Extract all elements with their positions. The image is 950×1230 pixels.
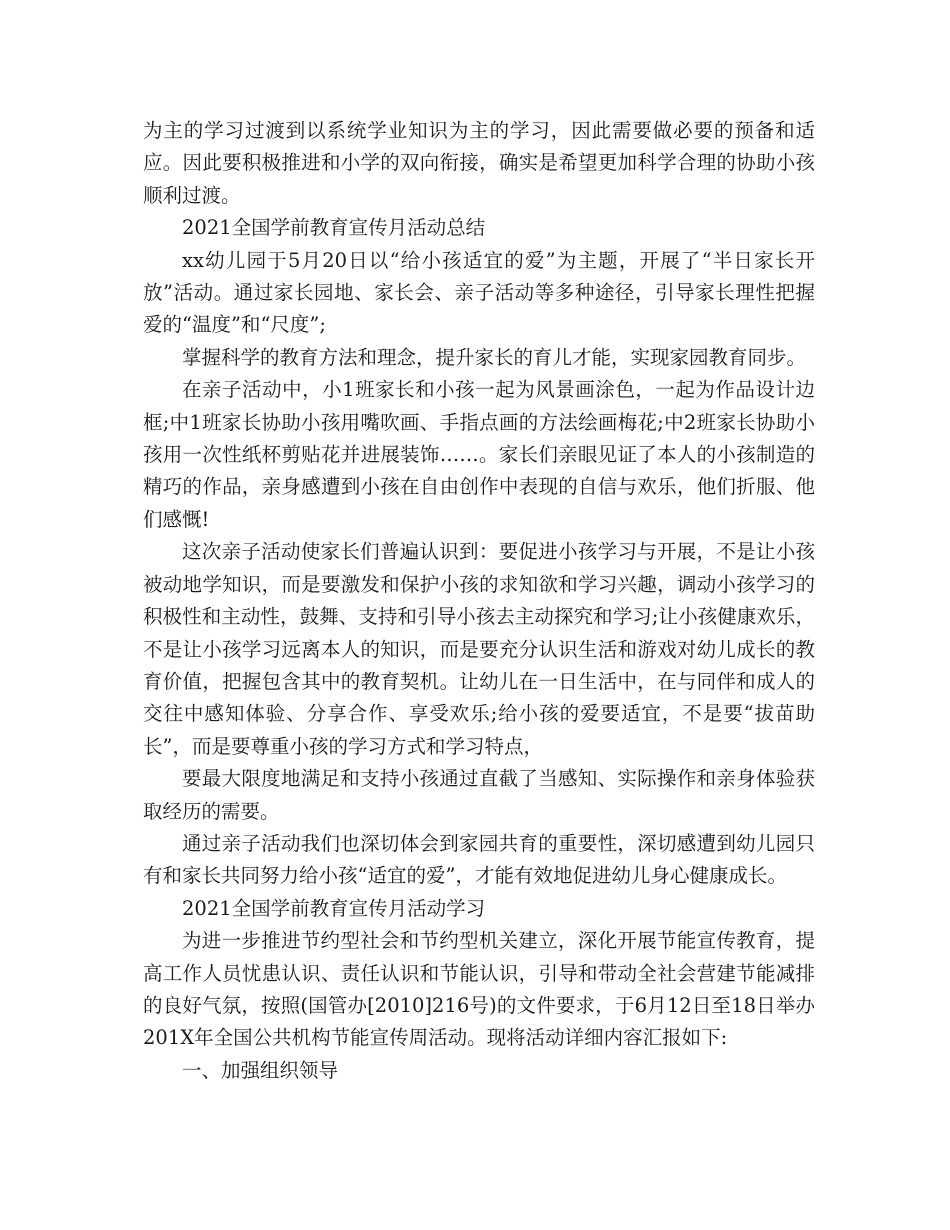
paragraph-continuation: 为主的学习过渡到以系统学业知识为主的学习，因此需要做必要的预备和适应。因此要积极推进和小学的双向衔接，确实是希望更加科学合理的协助小孩顺利过渡。	[143, 119, 815, 207]
section-heading-organization: 一、加强组织领导	[182, 1058, 339, 1082]
section-heading-study: 2021全国学前教育宣传月活动学习	[182, 896, 486, 920]
document-body	[143, 115, 815, 1087]
paragraph: 通过亲子活动我们也深切体会到家园共育的重要性，深切感遭到幼儿园只有和家长共同努力给小孩“适宜的爱”，才能有效地促进幼儿身心健康成长。	[143, 831, 815, 888]
paragraph: 在亲子活动中，小1班家长和小孩一起为风景画涂色，一起为作品设计边框;中1班家长协助小孩用嘴吹画、手指点画的方法绘画梅花;中2班家长协助小孩用一次性纸杯剪贴花并进展装饰……。家长们亲眼见证了本人的小孩制造的精巧的作品，亲身感遭到小孩在自由创作中表现的自信与欢乐，他们折服、他们感慨!	[143, 378, 815, 531]
paragraph: xx幼儿园于5月20日以“给小孩适宜的爱”为主题，开展了“半日家长开放”活动。通过家长园地、家长会、亲子活动等多种途径，引导家长理性把握爱的“温度”和“尺度”;	[143, 248, 815, 337]
section-heading-summary: 2021全国学前教育宣传月活动总结	[182, 216, 486, 240]
paragraph: 为进一步推进节约型社会和节约型机关建立，深化开展节能宣传教育，提高工作人员忧患认识、责任认识和节能认识，引导和带动全社会营建节能减排的良好气氛，按照(国管办[2010]216号)的文件要求，于6月12日至18日举办201X年全国公共机构节能宣传周活动。现将活动详细内容汇报如下:	[143, 929, 815, 1050]
paragraph: 这次亲子活动使家长们普遍认识到：要促进小孩学习与开展，不是让小孩被动地学知识，而是要激发和保护小孩的求知欲和学习兴趣，调动小孩学习的积极性和主动性，鼓舞、支持和引导小孩去主动探究和学习;让小孩健康欢乐，不是让小孩学习远离本人的知识，而是要充分认识生活和游戏对幼儿成长的教育价值，把握包含其中的教育契机。让幼儿在一日生活中，在与同伴和成人的交往中感知体验、分享合作、享受欢乐;给小孩的爱要适宜，不是要“拔苗助长”，而是要尊重小孩的学习方式和学习特点，	[143, 540, 815, 758]
paragraph: 掌握科学的教育方法和理念，提升家长的育儿才能，实现家园教育同步。	[182, 345, 807, 369]
paragraph: 要最大限度地满足和支持小孩通过直截了当感知、实际操作和亲身体验获取经历的需要。	[143, 767, 815, 823]
